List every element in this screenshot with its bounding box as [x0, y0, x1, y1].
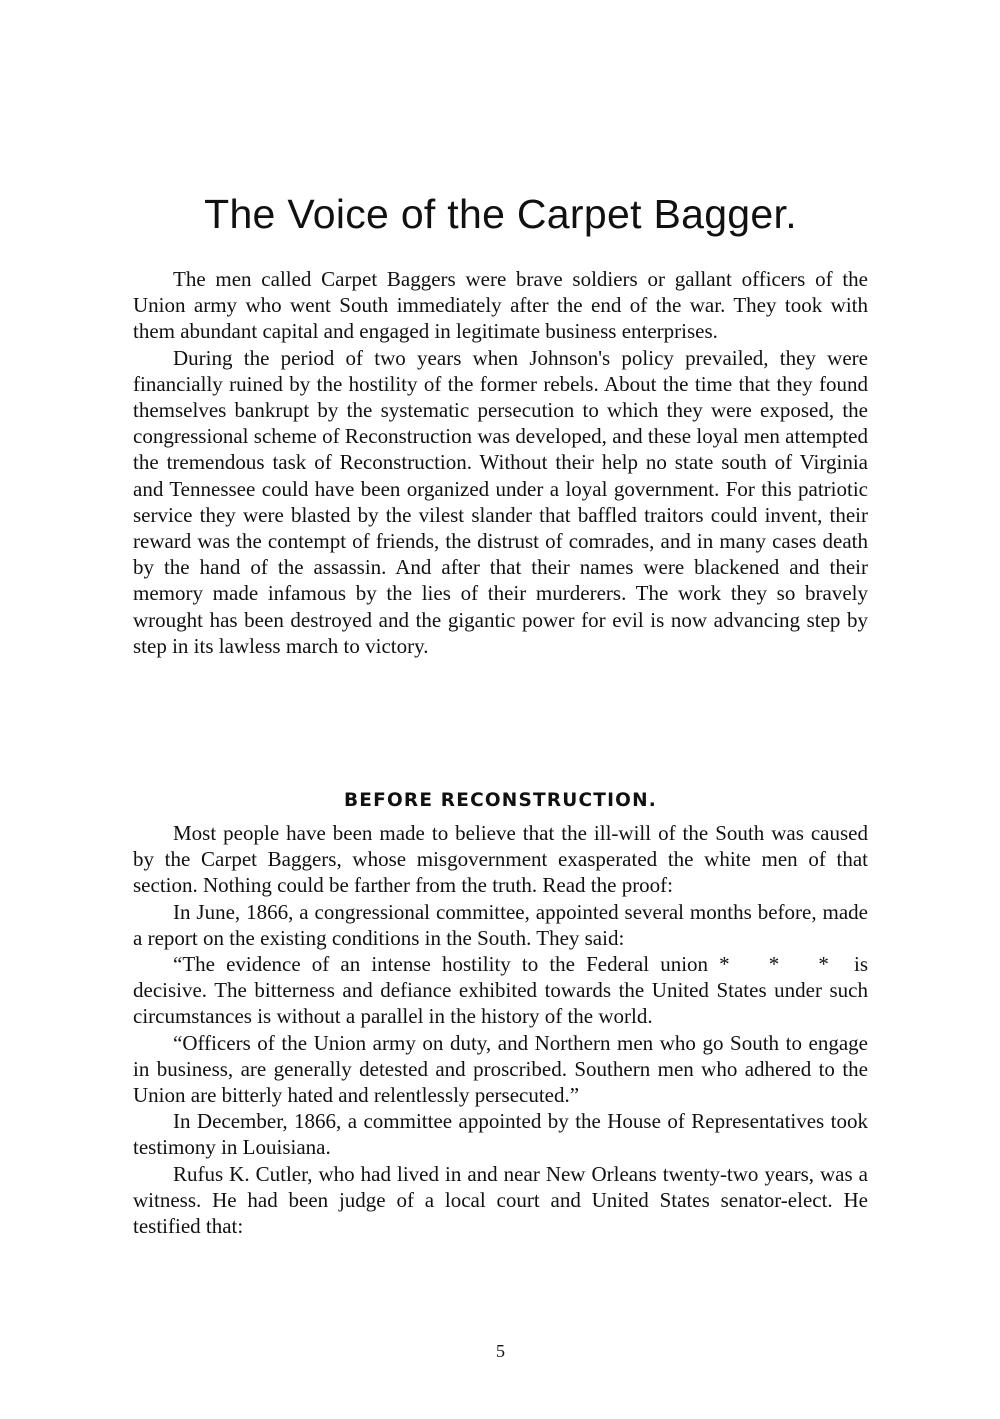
intro-section	[133, 266, 868, 659]
section-paragraph-6: Rufus K. Cutler, who had lived in and near New Orleans twenty-two years, was a witness. He had been judge of a local court and United States senator-elect. He testified that:	[133, 1161, 868, 1239]
section-paragraph-1: Most people have been made to believe that the ill-will of the South was caused by the Carpet Baggers, whose misgovernment exasperated the white men of that section. Nothing could be farther from the truth. Read the proof:	[133, 821, 868, 898]
section-paragraph-5: In December, 1866, a committee appointed by the House of Representatives took testimony in Louisiana.	[133, 1109, 868, 1160]
intro-paragraph-2: During the period of two years when Johnson's policy prevailed, they were financially ruined by the hostility of the former rebels. About the time that they found themselves bankrupt by the systematic persecution to which they were exposed, the congressional scheme of Reconstruction was developed, and these loyal men attempted the tremendous task of Reconstruction. Without their help no state south of Virginia and Tennessee could have been organized under a loyal government. For this patriotic service they were blasted by the vilest slander that baffled traitors could invent, their reward was the contempt of friends, the distrust of comrades, and in many cases death by the hand of the assassin. And after that their names were blackened and their memory made infamous by the lies of their murderers. The work they so bravely wrought has been destroyed and the gigantic power for evil is now advancing step by step in its lawless march to victory.	[133, 345, 868, 658]
page-title: The Voice of the Carpet Bagger.	[204, 191, 797, 237]
page-number: 5	[496, 1341, 505, 1361]
ellipsis-stars: * * *	[719, 952, 843, 977]
before-reconstruction-section	[133, 820, 868, 1239]
document-page	[133, 0, 868, 1419]
section-heading: BEFORE RECONSTRUCTION.	[343, 790, 658, 811]
section-paragraph-2: In June, 1866, a congressional committee, appointed several months before, made a report on the existing conditions in the South. They said:	[133, 899, 868, 950]
quote-end: is decisive. The bitterness and defiance exhibited towards the United States under such circumstances is without a parallel in the history of the world.	[133, 952, 869, 1029]
section-paragraph-3	[133, 951, 868, 1030]
intro-paragraph-1: The men called Carpet Baggers were brave soldiers or gallant officers of the Union army who went South immediately after the end of the war. They took with them abundant capital and engaged in legitimate business enterprises.	[133, 267, 868, 344]
quote-start: “The evidence of an intense hostility to the Federal union	[173, 952, 709, 977]
section-paragraph-4: “Officers of the Union army on duty, and Northern men who go South to engage in business, are generally detested and proscribed. Southern men who adhered to the Union are bitterly hated and relentlessly persecuted.”	[133, 1030, 868, 1108]
